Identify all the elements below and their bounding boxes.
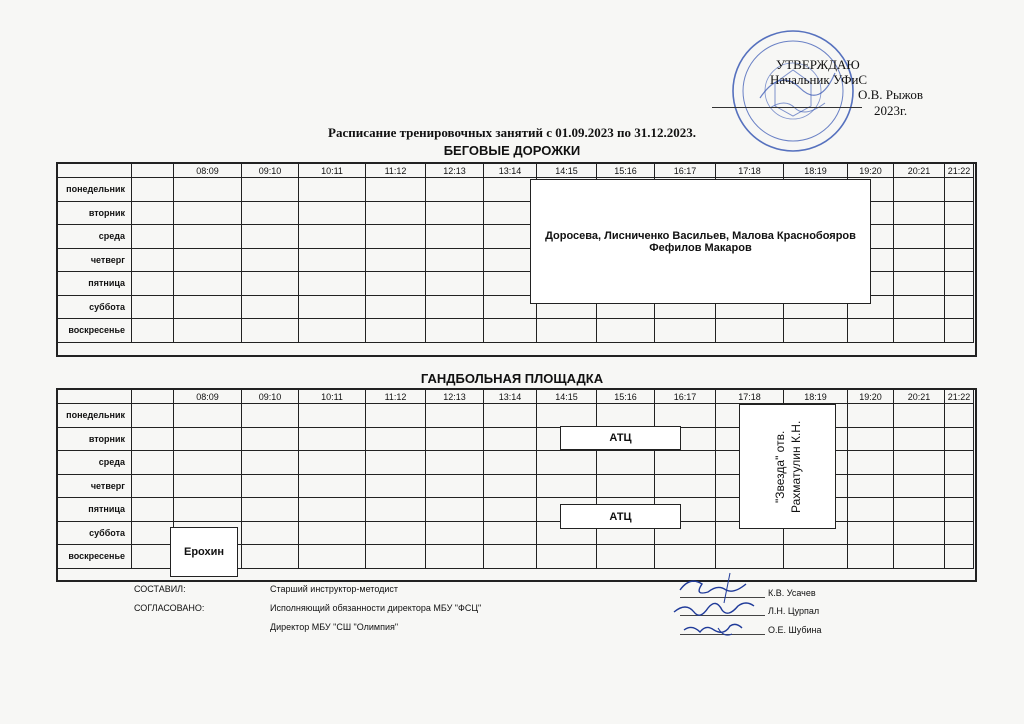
track-time-header: 21:22 [945, 164, 974, 178]
handball-slot-cell [426, 521, 484, 545]
track-slot-cell [174, 178, 242, 202]
track-day-label: среда [58, 225, 132, 249]
handball-slot-cell [848, 451, 894, 475]
track-slot-cell [299, 248, 366, 272]
track-slot-cell [484, 225, 537, 249]
track-group-block [530, 179, 871, 304]
handball-time-header: 20:21 [894, 390, 945, 404]
handball-slot-cell [716, 545, 784, 569]
track-slot-cell [537, 319, 597, 343]
track-slot-cell [655, 319, 716, 343]
track-time-header: 08:09 [174, 164, 242, 178]
handball-slot-cell [242, 521, 299, 545]
track-slot-cell [597, 319, 655, 343]
track-slot-cell [242, 295, 299, 319]
track-slot-cell [242, 248, 299, 272]
track-slot-cell [945, 248, 974, 272]
track-time-header: 10:11 [299, 164, 366, 178]
track-slot-cell [132, 225, 174, 249]
handball-slot-cell [366, 545, 426, 569]
track-slot-cell [242, 225, 299, 249]
handball-slot-cell [848, 521, 894, 545]
agreed-label: СОГЛАСОВАНО: [134, 603, 205, 613]
track-slot-cell [174, 248, 242, 272]
track-slot-cell [299, 319, 366, 343]
handball-slot-cell [597, 474, 655, 498]
signer-name-3: О.Е. Шубина [768, 625, 822, 635]
handball-slot-cell [597, 404, 655, 428]
track-day-label: понедельник [58, 178, 132, 202]
handball-slot-cell [655, 474, 716, 498]
track-slot-cell [299, 225, 366, 249]
track-section-title: БЕГОВЫЕ ДОРОЖКИ [443, 143, 581, 158]
handball-slot-cell [848, 474, 894, 498]
handball-corner-cell [58, 390, 132, 404]
signer-name-1: К.В. Усачев [768, 588, 816, 598]
zvezda-block [739, 404, 836, 529]
track-time-header: 12:13 [426, 164, 484, 178]
handball-slot-cell [174, 404, 242, 428]
handball-slot-cell [299, 545, 366, 569]
handball-slot-cell [537, 404, 597, 428]
handball-slot-cell [848, 498, 894, 522]
track-time-header: 16:17 [655, 164, 716, 178]
handball-slot-cell [484, 521, 537, 545]
track-slot-cell [426, 248, 484, 272]
handball-slot-cell [299, 474, 366, 498]
erokhin-label: Ерохин [183, 546, 225, 558]
atc-tuesday-block [560, 426, 681, 450]
approval-heading: УТВЕРЖДАЮ [776, 57, 860, 72]
handball-slot-cell [655, 404, 716, 428]
handball-slot-cell [366, 404, 426, 428]
handball-slot-cell [426, 545, 484, 569]
position-2: Исполняющий обязанности директора МБУ "ФСЦ" [270, 603, 482, 613]
handball-time-header: 12:13 [426, 390, 484, 404]
signer-name-2: Л.Н. Цурпал [768, 606, 820, 616]
handball-slot-cell [299, 498, 366, 522]
handball-slot-cell [174, 451, 242, 475]
handball-slot-cell [537, 474, 597, 498]
handball-slot-cell [484, 451, 537, 475]
track-time-header: 13:14 [484, 164, 537, 178]
handball-slot-cell [597, 451, 655, 475]
track-blank-header-cell [132, 164, 174, 178]
track-slot-cell [894, 295, 945, 319]
handball-slot-cell [426, 474, 484, 498]
handball-day-label: вторник [58, 427, 132, 451]
track-slot-cell [484, 178, 537, 202]
handball-slot-cell [132, 451, 174, 475]
track-day-label: воскресенье [58, 319, 132, 343]
track-slot-cell [894, 272, 945, 296]
track-slot-cell [426, 272, 484, 296]
handball-slot-cell [894, 474, 945, 498]
handball-slot-cell [299, 451, 366, 475]
track-slot-cell [894, 248, 945, 272]
handball-day-row [58, 474, 974, 498]
track-time-header: 09:10 [242, 164, 299, 178]
handball-slot-cell [945, 404, 974, 428]
handball-slot-cell [242, 498, 299, 522]
track-slot-cell [242, 178, 299, 202]
track-group-names: Доросева, Лисниченко Васильев, Малова Краснобояров Фефилов Макаров [545, 229, 856, 254]
track-slot-cell [945, 178, 974, 202]
track-slot-cell [242, 319, 299, 343]
handball-slot-cell [366, 427, 426, 451]
track-slot-cell [366, 248, 426, 272]
track-time-header: 18:19 [784, 164, 848, 178]
handball-time-header: 21:22 [945, 390, 974, 404]
track-slot-cell [426, 201, 484, 225]
track-slot-cell [784, 319, 848, 343]
track-slot-cell [174, 201, 242, 225]
track-slot-cell [945, 272, 974, 296]
handball-time-header: 10:11 [299, 390, 366, 404]
handball-slot-cell [299, 521, 366, 545]
track-slot-cell [132, 178, 174, 202]
handball-slot-cell [242, 545, 299, 569]
handball-day-row [58, 427, 974, 451]
handball-slot-cell [848, 545, 894, 569]
handball-slot-cell [784, 545, 848, 569]
track-slot-cell [299, 201, 366, 225]
track-slot-cell [132, 248, 174, 272]
handball-slot-cell [299, 404, 366, 428]
track-day-label: суббота [58, 295, 132, 319]
track-slot-cell [299, 295, 366, 319]
handball-slot-cell [945, 545, 974, 569]
handball-time-header: 16:17 [655, 390, 716, 404]
page-title: Расписание тренировочных занятий с 01.09.2023 по 31.12.2023. [328, 125, 696, 140]
handball-day-row [58, 404, 974, 428]
track-slot-cell [242, 201, 299, 225]
handball-slot-cell [945, 498, 974, 522]
erokhin-block [170, 527, 238, 577]
handball-slot-cell [426, 451, 484, 475]
handball-time-header: 14:15 [537, 390, 597, 404]
handwritten-signatures [660, 568, 770, 648]
handball-day-row [58, 498, 974, 522]
handball-slot-cell [132, 521, 174, 545]
handball-time-header: 11:12 [366, 390, 426, 404]
track-day-label: пятница [58, 272, 132, 296]
handball-blank-header-cell [132, 390, 174, 404]
track-slot-cell [894, 319, 945, 343]
track-slot-cell [426, 295, 484, 319]
position-1: Старший инструктор-методист [270, 584, 399, 594]
track-slot-cell [426, 225, 484, 249]
track-corner-cell [58, 164, 132, 178]
handball-slot-cell [132, 498, 174, 522]
handball-slot-cell [945, 427, 974, 451]
handball-slot-cell [655, 451, 716, 475]
track-slot-cell [894, 225, 945, 249]
track-slot-cell [848, 319, 894, 343]
handball-slot-cell [484, 474, 537, 498]
track-slot-cell [366, 178, 426, 202]
handball-slot-cell [848, 427, 894, 451]
handball-slot-cell [299, 427, 366, 451]
track-slot-cell [132, 295, 174, 319]
track-slot-cell [484, 272, 537, 296]
handball-slot-cell [894, 451, 945, 475]
handball-slot-cell [484, 498, 537, 522]
track-day-label: четверг [58, 248, 132, 272]
track-slot-cell [174, 272, 242, 296]
handball-time-header: 13:14 [484, 390, 537, 404]
track-time-header: 17:18 [716, 164, 784, 178]
handball-slot-cell [484, 404, 537, 428]
handball-slot-cell [366, 451, 426, 475]
handball-slot-cell [894, 427, 945, 451]
handball-slot-cell [426, 498, 484, 522]
handball-time-header: 18:19 [784, 390, 848, 404]
handball-slot-cell [848, 404, 894, 428]
approval-position: Начальник УФиС [770, 72, 868, 87]
handball-slot-cell [242, 404, 299, 428]
handball-slot-cell [894, 545, 945, 569]
approval-date: 2023г. [874, 103, 908, 118]
handball-slot-cell [484, 545, 537, 569]
handball-slot-cell [945, 474, 974, 498]
handball-slot-cell [426, 427, 484, 451]
track-slot-cell [299, 272, 366, 296]
track-slot-cell [426, 319, 484, 343]
track-slot-cell [132, 201, 174, 225]
handball-section-title: ГАНДБОЛЬНАЯ ПЛОЩАДКА [420, 371, 604, 386]
track-time-header: 11:12 [366, 164, 426, 178]
handball-time-header: 09:10 [242, 390, 299, 404]
track-day-label: вторник [58, 201, 132, 225]
handball-slot-cell [426, 404, 484, 428]
track-time-header: 14:15 [537, 164, 597, 178]
track-slot-cell [366, 201, 426, 225]
handball-slot-cell [366, 474, 426, 498]
handball-slot-cell [242, 427, 299, 451]
handball-slot-cell [366, 498, 426, 522]
track-slot-cell [366, 319, 426, 343]
track-time-header: 19:20 [848, 164, 894, 178]
handball-slot-cell [366, 521, 426, 545]
compiled-label: СОСТАВИЛ: [134, 584, 186, 594]
handball-time-header: 19:20 [848, 390, 894, 404]
handball-day-row [58, 451, 974, 475]
track-slot-cell [299, 178, 366, 202]
handball-slot-cell [894, 498, 945, 522]
track-slot-cell [484, 295, 537, 319]
handball-slot-cell [655, 545, 716, 569]
handball-day-label: суббота [58, 521, 132, 545]
handball-slot-cell [132, 474, 174, 498]
track-slot-cell [242, 272, 299, 296]
handball-slot-cell [242, 451, 299, 475]
zvezda-label: "Звезда" отв. Рахматулин К.Н. [772, 420, 803, 513]
track-slot-cell [945, 295, 974, 319]
track-slot-cell [945, 201, 974, 225]
track-slot-cell [366, 272, 426, 296]
track-slot-cell [716, 319, 784, 343]
approval-signature-line [712, 107, 862, 108]
handball-day-label: пятница [58, 498, 132, 522]
track-time-header: 15:16 [597, 164, 655, 178]
handball-slot-cell [945, 451, 974, 475]
track-slot-cell [945, 225, 974, 249]
handball-slot-cell [242, 474, 299, 498]
position-3: Директор МБУ "СШ "Олимпия" [270, 622, 399, 632]
track-slot-cell [366, 295, 426, 319]
handball-slot-cell [894, 521, 945, 545]
handball-time-header: 17:18 [716, 390, 784, 404]
track-slot-cell [484, 248, 537, 272]
track-time-header: 20:21 [894, 164, 945, 178]
handball-slot-cell [537, 545, 597, 569]
handball-slot-cell [945, 521, 974, 545]
track-slot-cell [484, 319, 537, 343]
track-slot-cell [132, 319, 174, 343]
track-slot-cell [366, 225, 426, 249]
handball-time-header: 08:09 [174, 390, 242, 404]
handball-slot-cell [174, 474, 242, 498]
handball-day-label: понедельник [58, 404, 132, 428]
handball-time-header: 15:16 [597, 390, 655, 404]
handball-slot-cell [484, 427, 537, 451]
atc-friday-block [560, 504, 681, 529]
atc-tuesday-label: АТЦ [609, 432, 632, 444]
handball-slot-cell [537, 451, 597, 475]
handball-slot-cell [597, 545, 655, 569]
track-slot-cell [174, 319, 242, 343]
atc-friday-label: АТЦ [609, 510, 632, 523]
handball-day-label: среда [58, 451, 132, 475]
track-slot-cell [132, 272, 174, 296]
handball-day-label: четверг [58, 474, 132, 498]
track-slot-cell [894, 178, 945, 202]
track-slot-cell [426, 178, 484, 202]
handball-slot-cell [174, 498, 242, 522]
handball-day-label: воскресенье [58, 545, 132, 569]
track-slot-cell [174, 225, 242, 249]
handball-slot-cell [174, 427, 242, 451]
approval-name: О.В. Рыжов [858, 87, 924, 102]
track-slot-cell [894, 201, 945, 225]
handball-slot-cell [894, 404, 945, 428]
handball-slot-cell [132, 404, 174, 428]
track-day-row [58, 319, 974, 343]
handball-slot-cell [132, 427, 174, 451]
track-slot-cell [484, 201, 537, 225]
track-slot-cell [945, 319, 974, 343]
handball-slot-cell [132, 545, 174, 569]
track-slot-cell [174, 295, 242, 319]
